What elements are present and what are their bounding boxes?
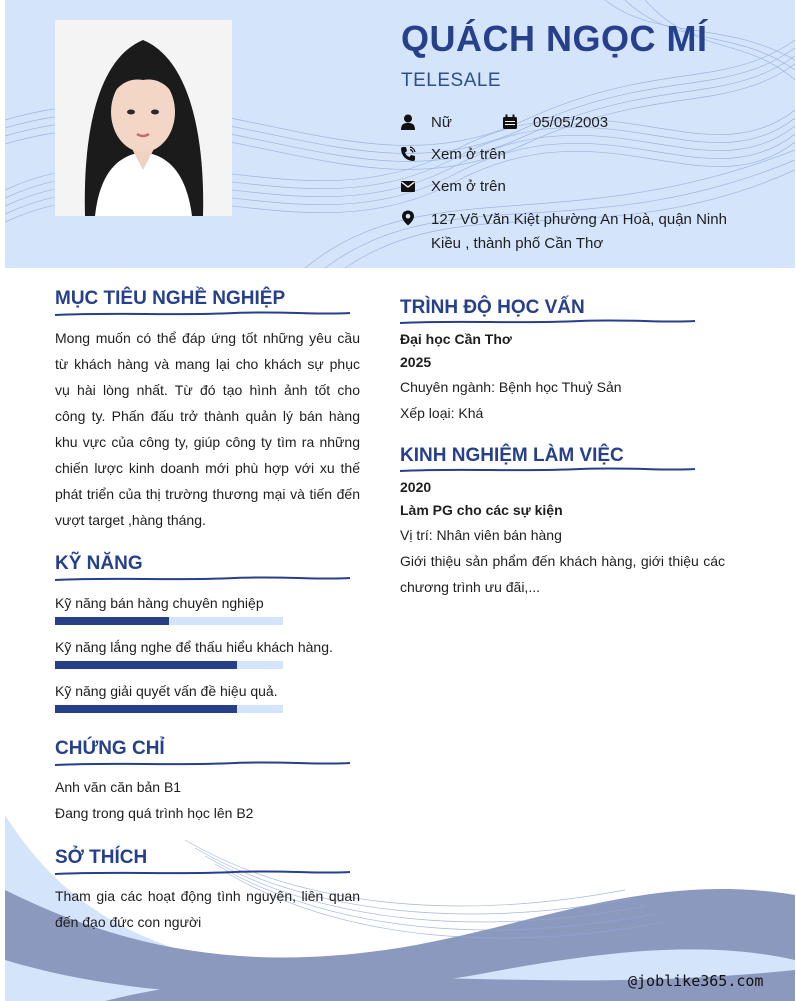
hobbies-title: SỞ THÍCH (55, 847, 148, 868)
experience-title: KINH NGHIỆM LÀM VIỆC (400, 445, 624, 466)
envelope-icon (400, 178, 416, 194)
experience-job: Làm PG cho các sự kiện (400, 502, 563, 518)
certificates-underline (55, 760, 350, 768)
skills-title: KỸ NĂNG (55, 553, 143, 574)
address-value: 127 Võ Văn Kiệt phường An Hoà, quận Ninh Kiều , thành phố Cần Thơ (431, 211, 727, 252)
location-pin-icon (400, 210, 416, 226)
phone-value: Xem ở trên (431, 146, 506, 163)
certificate-item: Đang trong quá trình học lên B2 (55, 805, 254, 821)
experience-position: Vị trí: Nhân viên bán hàng (400, 527, 562, 543)
skill-bar-fill (55, 705, 237, 713)
skill-label: Kỹ năng lắng nghe để thấu hiểu khách hàng. (55, 639, 333, 655)
objective-underline (55, 310, 350, 318)
certificates-title: CHỨNG CHỈ (55, 738, 165, 759)
skill-bar (55, 705, 283, 713)
skill-bar-fill (55, 661, 237, 669)
skill-label: Kỹ năng bán hàng chuyên nghiệp (55, 595, 264, 611)
education-major: Chuyên ngành: Bệnh học Thuỷ Sản (400, 379, 622, 395)
education-underline (400, 318, 695, 326)
skill-label: Kỹ năng giải quyết vấn đề hiệu quả. (55, 683, 278, 699)
experience-description: Giới thiệu sản phẩm đến khách hàng, giới thiệu các chương trình ưu đãi,... (400, 553, 725, 595)
skill-bar (55, 661, 283, 669)
gender-value: Nữ (431, 114, 452, 131)
education-year: 2025 (400, 354, 432, 370)
portrait-image (55, 20, 232, 216)
hobbies-text: Tham gia các hoạt động tình nguyện, liên quan đến đạo đức con người (55, 888, 360, 930)
skill-bar (55, 617, 283, 625)
education-grade: Xếp loại: Khá (400, 405, 484, 421)
birthdate-value: 05/05/2003 (533, 114, 609, 131)
footer-credit: @joblike365.com (628, 972, 764, 990)
skills-underline (55, 575, 350, 583)
job-title: TELESALE (401, 70, 502, 91)
objective-title: MỤC TIÊU NGHỀ NGHIỆP (55, 288, 286, 309)
user-icon (400, 114, 416, 130)
cv-page (5, 0, 795, 1001)
candidate-name: QUÁCH NGỌC MÍ (401, 18, 708, 59)
certificate-item: Anh văn căn bản B1 (55, 779, 182, 795)
education-school: Đại học Cần Thơ (400, 331, 512, 347)
email-value: Xem ở trên (431, 178, 506, 195)
objective-text: Mong muốn có thể đáp ứng tốt những yêu cầu từ khách hàng và mang lại cho khách sự phục vụ hài lòng nhất. Từ đó tạo hình ảnh tốt cho công ty. Phấn đấu trở thành quản lý bán hàng khu vực của công ty, giúp công ty tìm ra những chiến lược kinh doanh mới phù hợp với xu thế phát triển của thị trường thương mại và tiến đến vượt target ,hàng tháng. (55, 330, 360, 528)
calendar-icon (502, 114, 518, 130)
hobbies-underline (55, 869, 350, 877)
experience-year: 2020 (400, 479, 432, 495)
experience-underline (400, 466, 695, 474)
education-title: TRÌNH ĐỘ HỌC VẤN (400, 297, 585, 318)
profile-photo (55, 20, 232, 216)
phone-icon (400, 146, 416, 162)
skill-bar-fill (55, 617, 169, 625)
